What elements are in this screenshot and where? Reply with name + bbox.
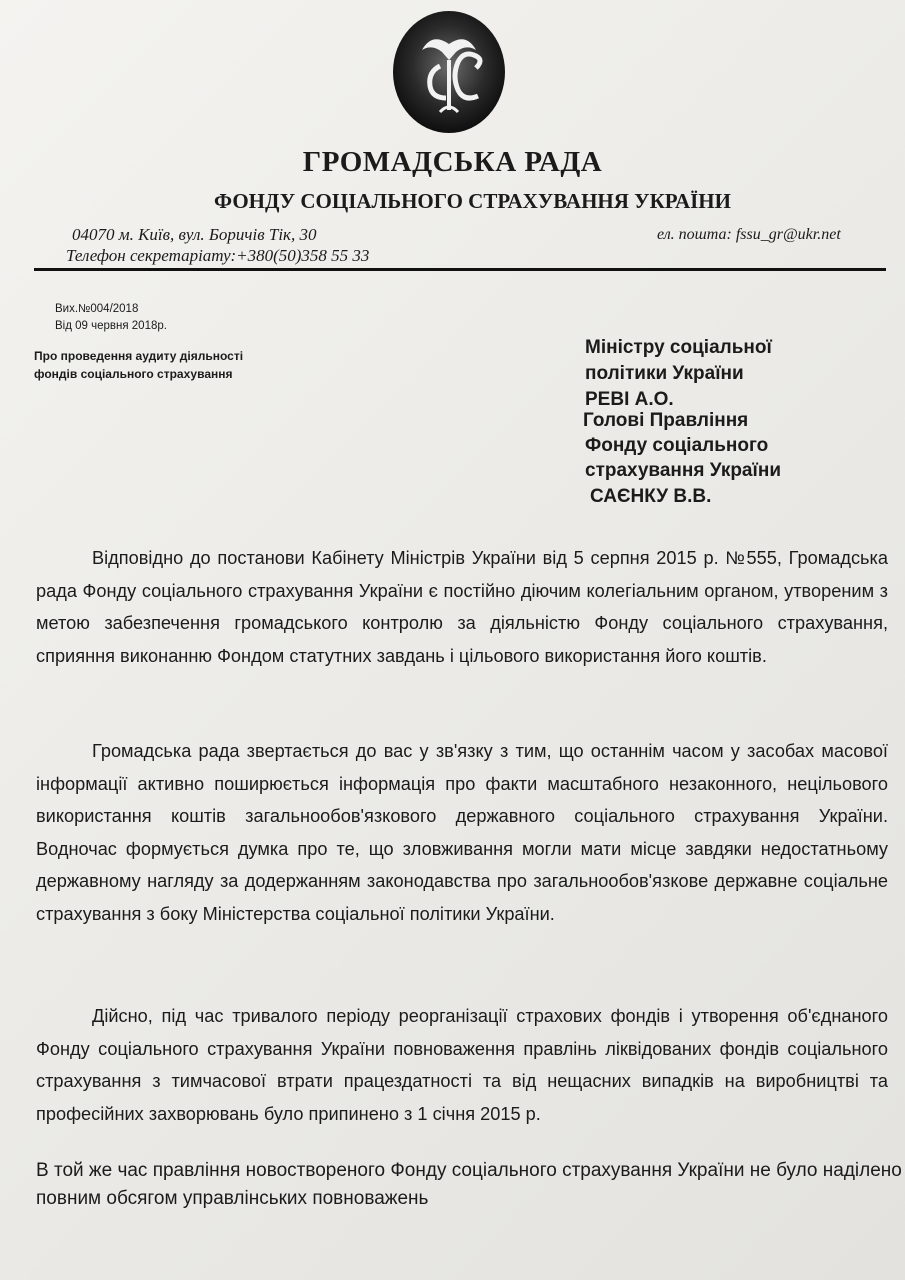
body-paragraph-1: Відповідно до постанови Кабінету Міністрів України від 5 серпня 2015 р. №555, Громадська рада Фонду соціального страхування України є постійно діючим колегіальним органом, утвореним з метою забезпечення громадського контролю за діяльністю Фонду соціального страхування, сприяння виконанню Фондом статутних завдань і цільового використання його коштів. <box>36 548 888 666</box>
body-paragraph-2: Громадська рада звертається до вас у зв'язку з тим, що останнім часом у засобах масової інформації активно поширюється інформація про факти масштабного незаконного, нецільового використання коштів загальнообов'язкового державного соціального страхування України. Водночас формується думка про те, що зловживання могли мати місце завдяки недостатньому державному нагляду за додержанням законодавства про загальнообов'язкове державне соціальне страхування з боку Міністерства соціальної політики України. <box>36 741 888 924</box>
body-paragraph-3: Дійсно, під час тривалого періоду реорганізації страхових фондів і утворення об'єднаного Фонду соціального страхування України повноваження правлінь ліквідованих фондів соціального страхування з тимчасової втрати працездатності та від нещасних випадків на виробництві та професійних захворювань було припинено з 1 січня 2015 р. <box>36 1006 888 1124</box>
recipient-name: РЕВІ А.О. <box>585 389 674 410</box>
recipient-name: САЄНКУ В.В. <box>590 486 712 507</box>
header-divider <box>34 268 886 271</box>
postal-address: 04070 м. Київ, вул. Боричів Тік, 30 <box>72 225 317 244</box>
recipient-line: Міністру соціальної <box>585 337 772 358</box>
subject-line: Про проведення аудиту діяльності <box>34 349 244 363</box>
org-title: ГРОМАДСЬКА РАДА <box>302 146 603 178</box>
fssu-logo-emblem <box>392 10 506 134</box>
recipient-line: страхування України <box>585 460 782 481</box>
letter-subject <box>34 347 243 383</box>
recipient-line: Голові Правління <box>583 410 749 431</box>
secretariat-phone: Телефон секретаріату:+380(50)358 55 33 <box>66 246 370 265</box>
recipient-line: Фонду соціального <box>585 435 769 456</box>
letter-date: Від 09 червня 2018р. <box>55 320 167 332</box>
outgoing-number: Вих.№004/2018 <box>55 303 139 315</box>
email-address: ел. пошта: fssu_gr@ukr.net <box>657 226 841 243</box>
body-paragraph-4: В той же час правління новоствореного Фонду соціального страхування України не було наділено повним обсягом управлінських повноважень <box>36 1160 902 1209</box>
subject-line: фондів соціального страхування <box>34 367 233 381</box>
org-subtitle: ФОНДУ СОЦІАЛЬНОГО СТРАХУВАННЯ УКРАЇНИ <box>214 189 731 213</box>
recipient-line: політики України <box>585 363 744 384</box>
